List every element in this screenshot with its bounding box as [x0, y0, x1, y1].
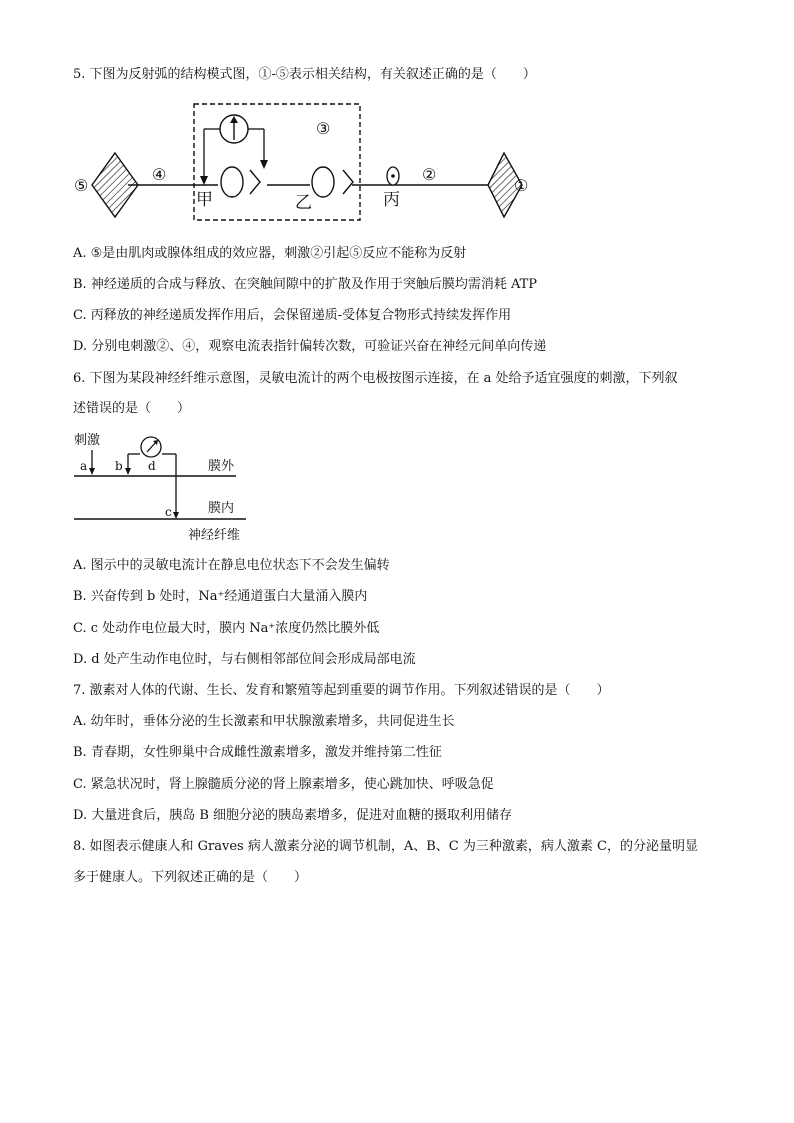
- label-outside: 膜外: [208, 459, 235, 474]
- neuron-jia-terminal: [250, 170, 260, 194]
- q7-option-b: B. 青春期，女性卵巢中合成雌性激素增多，激发并维持第二性征: [73, 745, 442, 760]
- q8-stem-line1: 8. 如图表示健康人和 Graves 病人激素分泌的调节机制，A、B、C 为三种激素，病人激素 C，的分泌量明显: [73, 839, 698, 854]
- q5-option-c: C. 丙释放的神经递质发挥作用后，会保留递质-受体复合物形式持续发挥作用: [73, 308, 512, 323]
- label-3: ③: [316, 119, 331, 138]
- q7-stem: 7. 激素对人体的代谢、生长、发育和繁殖等起到重要的调节作用。下列叙述错误的是（ ）: [73, 683, 610, 698]
- q6-option-c: C. c 处动作电位最大时，膜内 Na⁺浓度仍然比膜外低: [73, 621, 380, 636]
- bing-marker-dot: [391, 174, 395, 178]
- q7-option-d: D. 大量进食后，胰岛 B 细胞分泌的胰岛素增多，促进对血糖的摄取利用储存: [73, 808, 513, 823]
- effector-5-diamond: [92, 153, 138, 217]
- electrode-b-tip: [125, 468, 131, 475]
- label-b: b: [115, 459, 123, 473]
- nerve-fiber-figure: [68, 428, 268, 544]
- neuron-jia-body: [221, 167, 243, 197]
- q6-option-d: D. d 处产生动作电位时，与右侧相邻部位间会形成局部电流: [73, 652, 416, 667]
- q6-option-b: B. 兴奋传到 b 处时，Na⁺经通道蛋白大量涌入膜内: [73, 589, 368, 604]
- q5-option-b: B. 神经递质的合成与释放、在突触间隙中的扩散及作用于突触后膜均需消耗 ATP: [73, 277, 538, 292]
- electrode-c-tip: [173, 512, 179, 519]
- label-a: a: [80, 459, 88, 473]
- label-bing: 丙: [383, 190, 400, 210]
- label-1: ①: [514, 176, 529, 195]
- q6-stem-line2: 述错误的是（ ）: [73, 401, 191, 416]
- q5-option-a: A. ⑤是由肌肉或腺体组成的效应器，刺激②引起⑤反应不能称为反射: [73, 246, 467, 261]
- label-5: ⑤: [74, 176, 89, 195]
- neuron-yi-body: [312, 167, 334, 197]
- reflex-arc-figure: [70, 98, 540, 230]
- galvanometer-probe-right-tip: [260, 160, 268, 169]
- q5-stem: 5. 下图为反射弧的结构模式图，①-⑤表示相关结构，有关叙述正确的是（ ）: [73, 67, 536, 82]
- label-2: ②: [422, 165, 437, 184]
- q6-stem-line1: 6. 下图为某段神经纤维示意图，灵敏电流计的两个电极按图示连接，在 a 处给予适宜强度的刺激，下列叙: [73, 371, 678, 386]
- synapse-dashed-box: [194, 104, 360, 220]
- label-jia: 甲: [196, 190, 213, 210]
- galvanometer-probe-left-tip: [200, 176, 208, 185]
- label-4: ④: [152, 165, 167, 184]
- label-inside: 膜内: [208, 501, 235, 516]
- label-stimulus: 刺激: [74, 433, 101, 448]
- q6-option-a: A. 图示中的灵敏电流计在静息电位状态下不会发生偏转: [73, 558, 390, 573]
- q5-option-d: D. 分别电刺激②、④，观察电流表指针偏转次数，可验证兴奋在神经元间单向传递: [73, 339, 547, 354]
- neuron-yi-terminal: [343, 170, 353, 194]
- label-fiber: 神经纤维: [188, 528, 241, 543]
- q8-stem-line2: 多于健康人。下列叙述正确的是（ ）: [73, 870, 308, 885]
- q7-option-a: A. 幼年时，垂体分泌的生长激素和甲状腺激素增多，共同促进生长: [73, 714, 455, 729]
- label-d: d: [148, 459, 156, 473]
- label-c: c: [165, 505, 172, 519]
- stimulus-arrow-head: [89, 468, 95, 475]
- q7-option-c: C. 紧急状况时，肾上腺髓质分泌的肾上腺素增多，使心跳加快、呼吸急促: [73, 777, 494, 792]
- label-yi: 乙: [295, 193, 312, 213]
